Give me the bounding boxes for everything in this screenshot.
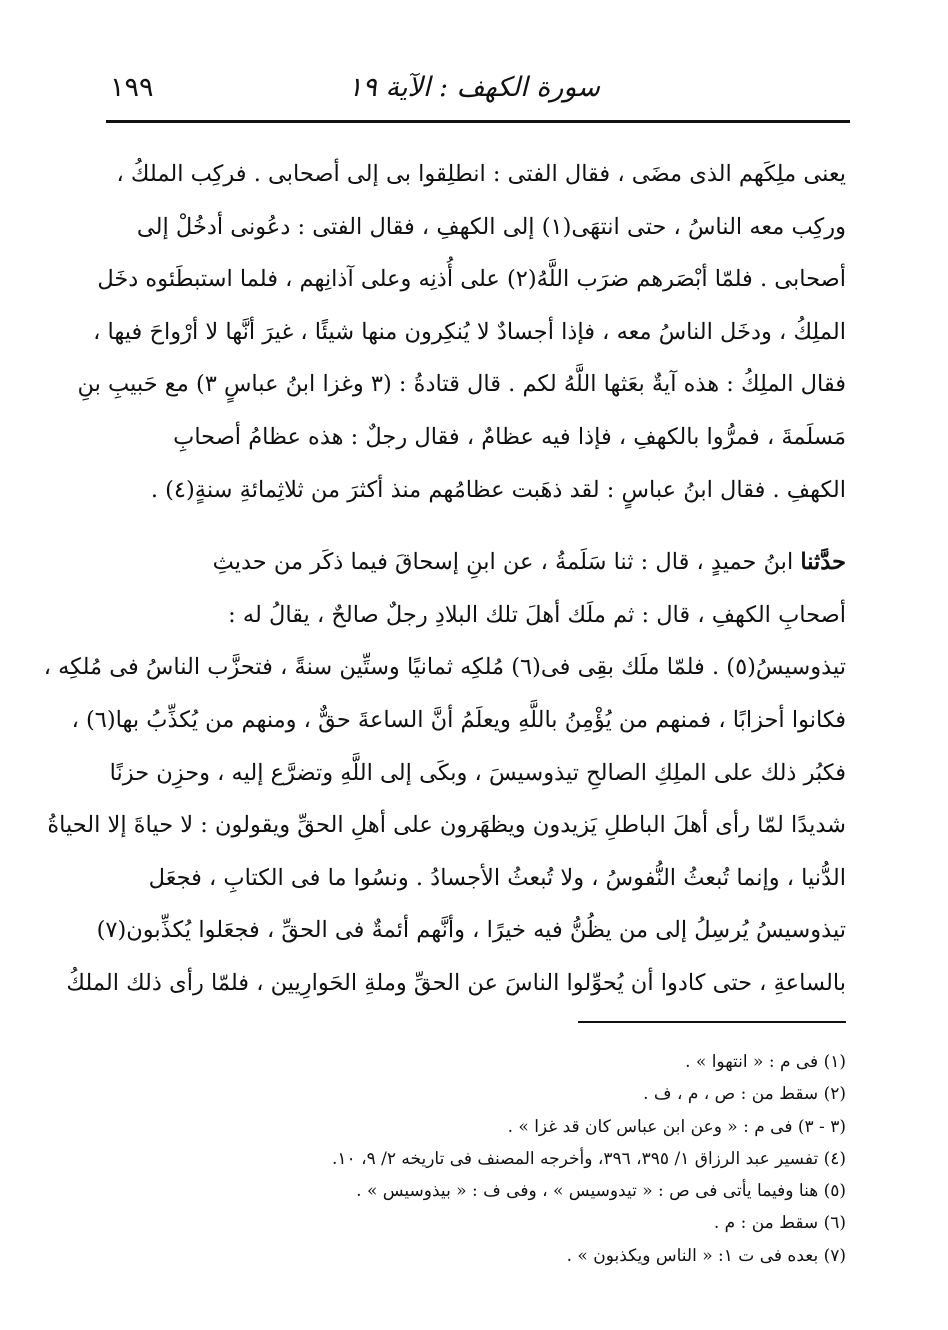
paragraph-2 <box>43 536 846 1009</box>
text-line: بالساعةِ ، حتى كادوا أن يُحوِّلوا الناسَ عن الحقِّ وملةِ الحَوارِيين ، فلمّا رأى ذلك الملكُ <box>66 969 846 996</box>
footnote-separator <box>578 1021 846 1023</box>
footnotes <box>200 1046 846 1272</box>
isnad-lead: حدَّثنا <box>800 549 846 576</box>
footnote-1: (١) فى م : « انتهوا » . <box>685 1052 846 1072</box>
text-line: أصحابِ الكهفِ ، قال : ثم ملَك أهلَ تلك البلادِ رجلٌ صالحٌ ، يقالُ له : <box>228 601 846 628</box>
text-line: فقال الملِكُ : هذه آيةٌ بعَثها اللَّهُ لكم . قال قتادةُ : (٣ وغزا ابنُ عباسٍ ٣) مع حَبيبِ بنِ <box>77 371 846 398</box>
footnote-2: (٢) سقط من : ص ، م ، ف . <box>643 1084 846 1105</box>
header-rule <box>106 120 850 123</box>
text-line: فكبُر ذلك على الملِكِ الصالحِ تيذوسيسَ ، وبكَى إلى اللَّهِ وتضرَّع إليه ، وحزِن حزنًا <box>109 759 846 786</box>
footnote-6: (٦) سقط من : م . <box>713 1213 846 1234</box>
text-line: تيذوسيسُ يُرسِلُ إلى من يظُنُّ فيه خيرًا ، وأنَّهم أئمةٌ فى الحقِّ ، فجعَلوا يُكذِّبون(٧) <box>96 917 846 944</box>
text-line: تيذوسيسُ(٥) . فلمّا ملَك بقِى فى(٦) مُلكِه ثمانيًا وستِّين سنةً ، فتحزَّب الناسُ فى مُلكِه ، <box>43 654 846 681</box>
text-line: فكانوا أحزابًا ، فمنهم من يُؤْمِنُ باللَّهِ ويعلَمُ أنَّ الساعةَ حقٌّ ، ومنهم من يُكذِّبُ بها(٦) ، <box>71 706 846 733</box>
text-line: مَسلَمةَ ، فمرُّوا بالكهفِ ، فإذا فيه عظامٌ ، فقال رجلٌ : هذه عظامُ أصحابِ <box>173 423 846 450</box>
footnote-4: (٤) تفسير عبد الرزاق ١/ ٣٩٥، ٣٩٦، وأخرجه المصنف فى تاريخه ٢/ ٩، ١٠. <box>332 1148 846 1169</box>
paragraph-1 <box>77 148 846 516</box>
page-number: ١٩٩ <box>110 72 154 103</box>
text-line-rest: ابنُ حميدٍ ، قال : ثنا سَلَمةُ ، عن ابنِ إسحاقَ فيما ذكَر من حديثِ <box>212 549 801 576</box>
text-line: شديدًا لمّا رأى أهلَ الباطلِ يَزيدون ويظهَرون على أهلِ الحقِّ ويقولون : لا حياةَ إلا الحياةُ <box>47 812 846 839</box>
footnote-3: (٣ - ٣) فى م : « وعن ابن عباس كان قد غزا » . <box>507 1116 846 1137</box>
text-line: الملِكُ ، ودخَل الناسُ معه ، فإذا أجسادٌ لا يُنكِرون منها شيئًا ، غيرَ أنَّها لا أرْواحَ فيها ، <box>93 318 846 345</box>
footnote-7: (٧) بعده فى ت ١: « الناس ويكذبون » . <box>566 1245 846 1266</box>
text-line: الكهفِ . فقال ابنُ عباسٍ : لقد ذهَبت عظامُهم منذ أكثرَ من ثلاثِمائةِ سنةٍ(٤) . <box>150 476 846 503</box>
text-line: وركِب معه الناسُ ، حتى انتهَى(١) إلى الكهفِ ، فقال الفتى : دعُونى أدخُلْ إلى <box>136 213 846 240</box>
text-line: يعنى ملِكَهم الذى مضَى ، فقال الفتى : انطلِقوا بى إلى أصحابى . فركِب الملكُ ، <box>116 161 846 187</box>
text-line: أصحابى . فلمّا أبْصَرهم ضرَب اللَّهُ(٢) على أُذنِه وعلى آذانِهم ، فلما استبطَئوه دخَل <box>97 266 846 293</box>
text-line: الدُّنيا ، وإنما تُبعثُ النُّفوسُ ، ولا تُبعثُ الأجسادُ . ونسُوا ما فى الكتابِ ، فجعَل <box>148 864 846 891</box>
text-line <box>132 536 846 589</box>
surah-title: سورة الكهف : الآية ١٩ <box>347 72 600 103</box>
footnote-5: (٥) هنا وفيما يأتى فى ص : « تيدوسيس » ، وفى ف : « بيذوسيس » . <box>356 1181 846 1202</box>
running-header <box>110 66 850 114</box>
main-text <box>43 148 846 1010</box>
